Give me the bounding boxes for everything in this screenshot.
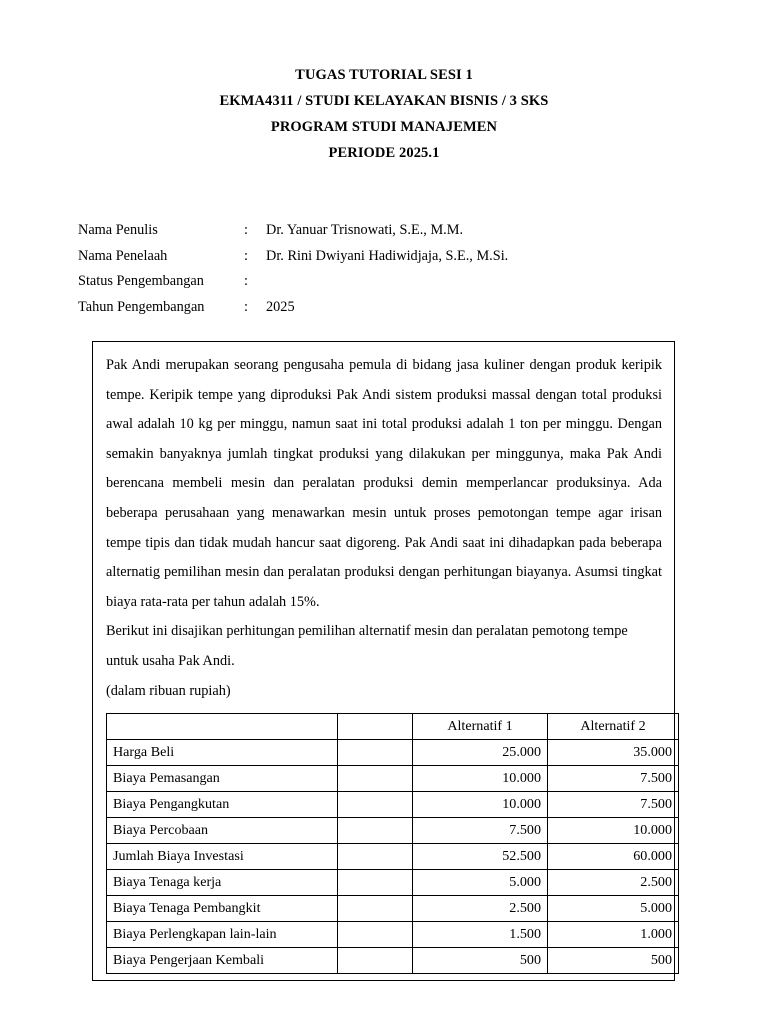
row-alt2-value: 10.000 — [548, 818, 679, 844]
row-blank — [338, 818, 413, 844]
case-paragraph: Pak Andi merupakan seorang pengusaha pemula di bidang jasa kuliner dengan produk keripik tempe. Keripik tempe yang diproduksi Pak Andi sistem produksi massal dengan total produksi awal adalah 10 kg per minggu, namun saat ini total produksi adalah 1 ton per minggu. Dengan semakin banyaknya jumlah tingkat produksi yang dilakukan per minggunya, maka Pak Andi berencana membeli mesin dan peralatan produksi demin memperlancar produksinya. Ada beberapa perusahaan yang menawarkan mesin untuk proses pemotongan tempe agar irisan tempe tipis dan tidak mudah hancur saat digoreng. Pak Andi saat ini dihadapkan pada beberapa alternatig pemilihan mesin dan peralatan produksi dengan perhitungan biayanya. Asumsi tingkat biaya rata-rata per tahun adalah 15%. — [106, 357, 662, 610]
row-alt2-value: 60.000 — [548, 844, 679, 870]
metadata-block — [0, 218, 768, 320]
table-row — [107, 818, 679, 844]
page-title-line-3: PROGRAM STUDI MANAJEMEN — [270, 119, 498, 135]
metadata-value: Dr. Yanuar Trisnowati, S.E., M.M. — [266, 222, 464, 238]
row-alt1-value: 500 — [413, 948, 548, 974]
metadata-row-status-pengembangan — [78, 269, 708, 295]
intro-paragraph: Berikut ini disajikan perhitungan pemilihan alternatif mesin dan peralatan pemotong tempe untuk usaha Pak Andi. — [106, 623, 628, 669]
row-label: Biaya Pengangkutan — [107, 792, 338, 818]
row-blank — [338, 740, 413, 766]
row-blank — [338, 870, 413, 896]
table-header-cell-label — [107, 714, 338, 740]
row-label: Jumlah Biaya Investasi — [107, 844, 338, 870]
row-blank — [338, 896, 413, 922]
metadata-label: Nama Penulis — [78, 222, 158, 238]
row-alt1-value: 7.500 — [413, 818, 548, 844]
row-alt2-value: 1.000 — [548, 922, 679, 948]
row-label: Biaya Pengerjaan Kembali — [107, 948, 338, 974]
table-row — [107, 792, 679, 818]
unit-note: (dalam ribuan rupiah) — [106, 682, 231, 699]
row-alt2-value: 500 — [548, 948, 679, 974]
row-label: Biaya Tenaga kerja — [107, 870, 338, 896]
page-title-line-2: EKMA4311 / STUDI KELAYAKAN BISNIS / 3 SKS — [219, 93, 549, 109]
metadata-colon: : — [244, 273, 248, 289]
row-alt1-value: 10.000 — [413, 792, 548, 818]
metadata-value: 2025 — [266, 298, 295, 315]
row-blank — [338, 766, 413, 792]
case-content-box — [92, 341, 675, 981]
metadata-row-nama-penelaah — [78, 244, 708, 270]
table-row — [107, 740, 679, 766]
row-alt2-value: 35.000 — [548, 740, 679, 766]
row-alt1-value: 5.000 — [413, 870, 548, 896]
row-alt2-value: 2.500 — [548, 870, 679, 896]
row-alt1-value: 10.000 — [413, 766, 548, 792]
row-blank — [338, 844, 413, 870]
table-header-cell-alternatif-2: Alternatif 2 — [548, 714, 679, 740]
table-header-cell-alternatif-1: Alternatif 1 — [413, 714, 548, 740]
row-label: Biaya Percobaan — [107, 818, 338, 844]
row-blank — [338, 792, 413, 818]
metadata-label: Tahun Pengembangan — [78, 298, 205, 315]
table-header-row — [107, 714, 679, 740]
page-title-line-4: PERIODE 2025.1 — [328, 145, 440, 161]
metadata-label: Nama Penelaah — [78, 247, 168, 264]
row-alt1-value: 2.500 — [413, 896, 548, 922]
page-title-line-1: TUGAS TUTORIAL SESI 1 — [295, 67, 473, 83]
metadata-value: Dr. Rini Dwiyani Hadiwidjaja, S.E., M.Si. — [266, 247, 509, 264]
table-body — [107, 740, 679, 974]
row-alt1-value: 52.500 — [413, 844, 548, 870]
metadata-colon: : — [244, 247, 248, 264]
row-alt2-value: 7.500 — [548, 766, 679, 792]
row-blank — [338, 922, 413, 948]
row-alt1-value: 25.000 — [413, 740, 548, 766]
table-row — [107, 766, 679, 792]
document-title-block — [0, 0, 768, 166]
metadata-label: Status Pengembangan — [78, 273, 204, 289]
metadata-colon: : — [244, 222, 248, 238]
cost-comparison-table — [106, 713, 679, 974]
table-row — [107, 948, 679, 974]
table-header — [107, 714, 679, 740]
table-row — [107, 870, 679, 896]
row-label: Biaya Tenaga Pembangkit — [107, 896, 338, 922]
row-alt2-value: 7.500 — [548, 792, 679, 818]
row-alt2-value: 5.000 — [548, 896, 679, 922]
table-row — [107, 844, 679, 870]
metadata-row-tahun-pengembangan — [78, 295, 708, 321]
table-row — [107, 896, 679, 922]
table-header-cell-blank — [338, 714, 413, 740]
row-label: Biaya Perlengkapan lain-lain — [107, 922, 338, 948]
row-label: Harga Beli — [107, 740, 338, 766]
metadata-colon: : — [244, 298, 248, 315]
metadata-row-nama-penulis — [78, 218, 708, 244]
row-blank — [338, 948, 413, 974]
row-alt1-value: 1.500 — [413, 922, 548, 948]
table-row — [107, 922, 679, 948]
row-label: Biaya Pemasangan — [107, 766, 338, 792]
